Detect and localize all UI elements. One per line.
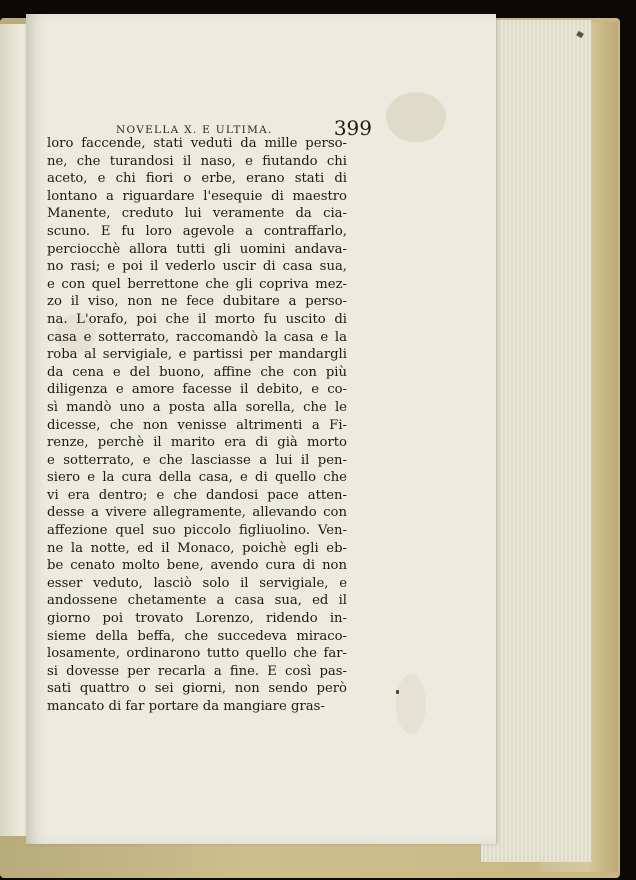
- text-line: perciocchè allora tutti gli uomini andava-: [47, 241, 347, 257]
- foxing-spot: [396, 674, 426, 734]
- text-line: sieme della beffa, che succedeva miraco-: [47, 628, 347, 644]
- foxing-spot: [386, 92, 446, 142]
- text-line: sì mandò uno a posta alla sorella, che le: [47, 399, 347, 415]
- text-line: affezione quel suo piccolo figliuolino. Ven-: [47, 523, 347, 539]
- page-block-edges: [480, 20, 591, 862]
- text-line: zo il viso, non ne fece dubitare a perso-: [47, 294, 347, 310]
- text-line: sati quattro o sei giorni, non sendo però: [47, 681, 347, 697]
- text-line: lontano a riguardare l'esequie di maestro: [47, 188, 347, 204]
- text-line: diligenza e amore facesse il debito, e co-: [47, 382, 347, 398]
- text-line: giorno poi trovato Lorenzo, ridendo in-: [47, 611, 347, 627]
- text-line: mancato di far portare da mangiare gras-: [47, 699, 325, 714]
- text-line: aceto, e chi fiori o erbe, erano stati di: [47, 171, 347, 187]
- text-line: si dovesse per recarla a fine. E così pas-: [47, 663, 347, 679]
- text-line: casa e sotterrato, raccomandò la casa e la: [47, 329, 347, 345]
- page-number: 399: [333, 116, 372, 140]
- text-line: andossene chetamente a casa sua, ed il: [47, 593, 347, 609]
- text-line: ne, che turandosi il naso, e fiutando chi: [47, 153, 347, 169]
- text-line: siero e la cura della casa, e di quello che: [47, 470, 347, 486]
- text-line: da cena e del buono, affine che con più: [47, 364, 347, 380]
- text-line: esser veduto, lasciò solo il servigiale, e: [47, 575, 347, 591]
- text-line: roba al servigiale, e partissi per mandargli: [47, 347, 347, 363]
- text-line: no rasi; e poi il vederlo uscir di casa sua,: [47, 259, 347, 275]
- text-line: Manente, creduto lui veramente da cia-: [47, 206, 347, 222]
- ink-speck: [396, 690, 399, 694]
- text-line: dicesse, che non venisse altrimenti a Fi-: [47, 417, 347, 433]
- text-line: na. L'orafo, poi che il morto fu uscito di: [47, 311, 347, 327]
- text-line: scuno. E fu loro agevole a contraffarlo,: [47, 223, 347, 239]
- text-line: e sotterrato, e che lasciasse a lui il pen-: [47, 452, 347, 468]
- running-head: NOVELLA X. E ULTIMA.: [116, 124, 273, 136]
- text-line: ne la notte, ed il Monaco, poichè egli eb-: [47, 540, 347, 556]
- text-line: loro faccende, stati veduti da mille perso-: [47, 136, 347, 151]
- text-line: desse a vivere allegramente, allevando con: [47, 505, 347, 521]
- text-line: losamente, ordinarono tutto quello che far-: [47, 646, 347, 662]
- text-line: renze, perchè il marito era di già morto: [47, 435, 347, 451]
- text-line: e con quel berrettone che gli copriva mez-: [47, 276, 347, 292]
- text-line: vi era dentro; e che dandosi pace atten-: [47, 487, 347, 503]
- body-text: [47, 135, 347, 716]
- text-line: be cenato molto bene, avendo cura di non: [47, 558, 347, 574]
